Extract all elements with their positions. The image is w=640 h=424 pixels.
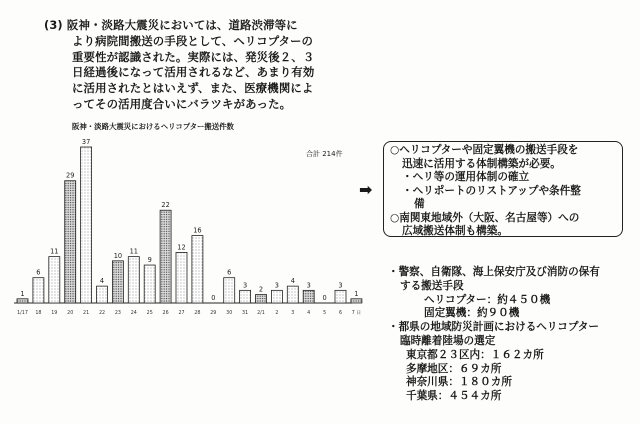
x-tick-label: 19	[51, 311, 58, 316]
x-tick-label: 1/17	[17, 311, 28, 316]
x-tick-label: 4	[307, 311, 311, 316]
bar-value-label: 4	[99, 277, 105, 286]
bar	[49, 257, 60, 303]
bar-value-label: 2	[258, 285, 264, 294]
bar	[192, 236, 203, 303]
bar	[160, 210, 171, 303]
bar-value-label: 4	[290, 277, 295, 286]
intro-line: 重要性が認識された。実際には、発災後２、３	[72, 49, 315, 64]
bar	[144, 265, 155, 303]
bar-value-label: 0	[322, 294, 327, 302]
x-tick-label: 6	[338, 311, 343, 316]
bar-value-label: 10	[113, 251, 123, 260]
bar	[351, 299, 362, 303]
bar-value-label: 11	[129, 247, 138, 256]
bar-chart	[0, 0, 360, 330]
x-tick-label: 2/1	[257, 311, 265, 316]
bar	[97, 286, 108, 303]
bar	[17, 299, 28, 303]
bar	[112, 261, 123, 303]
x-tick-label: 26	[162, 311, 169, 316]
x-tick-label: 28	[194, 311, 201, 316]
bar-value-label: 1	[20, 289, 25, 298]
bar	[287, 286, 298, 303]
bar-value-label: 6	[227, 268, 232, 277]
x-tick-label: 24	[130, 311, 137, 316]
note-line: 神奈川県：１８０カ所	[406, 376, 512, 389]
x-tick-label: 7 日	[351, 311, 362, 316]
box-item: 迅速に活用する体制構築が必要。	[402, 157, 561, 170]
intro-line: より病院間搬送の手段として、ヘリコプターの	[72, 33, 314, 48]
note-line: 多摩地区：６９カ所	[406, 362, 502, 375]
box-item: 広域搬送体制も構築。	[402, 225, 508, 237]
bar	[65, 181, 76, 303]
bar-value-label: 3	[274, 281, 280, 290]
x-tick-label: 30	[226, 311, 233, 316]
x-tick-label: 20	[67, 311, 74, 316]
bar	[256, 295, 267, 303]
right-arrow-icon: ➡	[359, 180, 373, 199]
box-item: ○ヘリコプターや固定翼機の搬送手段を	[390, 144, 579, 156]
bar-value-label: 37	[81, 138, 91, 146]
bar-value-label: 16	[193, 226, 202, 235]
intro-line: (3) 阪神・淡路大震災においては、道路渋滞等に	[44, 18, 298, 32]
x-tick-label: 29	[210, 311, 217, 316]
bar	[33, 278, 44, 303]
x-tick-label: 22	[98, 311, 106, 316]
bar	[240, 290, 251, 303]
box-item: ・ヘリポートのリストアップや条件整	[402, 184, 581, 197]
x-tick-label: 21	[83, 311, 90, 316]
bar-value-label: 3	[242, 281, 248, 290]
bar-value-label: 12	[177, 243, 186, 252]
bar	[81, 147, 92, 303]
note-line: 固定翼機：約９０機	[424, 307, 520, 320]
x-tick-label: 27	[178, 311, 185, 316]
intro-line: 日経過後になって活用されるなど、あまり有効	[72, 65, 315, 80]
x-tick-label: 3	[291, 311, 295, 316]
x-tick-label: 5	[323, 311, 327, 316]
right-notes	[388, 266, 638, 404]
summary-box	[383, 141, 623, 237]
bar	[271, 290, 282, 303]
bar	[128, 257, 139, 303]
box-item: ・ヘリ等の運用体制の確立	[402, 171, 530, 183]
box-item: 備	[414, 198, 425, 210]
chart-title: 阪神・淡路大震災におけるヘリコプター搬送件数	[72, 122, 234, 131]
note-line: する搬送手段	[400, 279, 464, 292]
bar	[176, 252, 187, 303]
bar	[335, 290, 346, 303]
note-line: 千葉県：４５４カ所	[406, 390, 502, 403]
bar-value-label: 0	[211, 294, 216, 302]
note-line: ヘリコプター：約４５０機	[424, 293, 551, 306]
note-line: ・都県の地域防災計画におけるヘリコプター	[388, 321, 599, 334]
box-item: ○南関東地域外（大阪、名古屋等）への	[390, 211, 580, 224]
bar	[224, 278, 235, 303]
bar-value-label: 3	[338, 281, 343, 290]
x-tick-label: 18	[35, 311, 42, 316]
x-tick-label: 25	[146, 311, 153, 316]
bar-value-label: 29	[66, 171, 75, 180]
chart-total: 合計 214件	[306, 150, 343, 158]
note-line: ・警察、自衛隊、海上保安庁及び消防の保有	[388, 266, 600, 278]
note-line: 臨時離着陸場の選定	[400, 334, 496, 347]
bar	[303, 290, 314, 303]
intro-line: ってその活用度合いにバラツキがあった。	[72, 96, 292, 111]
intro-line: に活用されたとはいえず、また、医療機関によ	[72, 81, 314, 96]
x-tick-label: 31	[242, 311, 249, 316]
bar-value-label: 1	[354, 289, 359, 298]
x-tick-label: 23	[114, 311, 121, 316]
x-tick-label: 2	[275, 311, 279, 316]
note-line: 東京都２３区内：１６２カ所	[406, 348, 544, 361]
bar-value-label: 3	[306, 281, 311, 290]
bar-value-label: 6	[36, 268, 41, 277]
bar-value-label: 9	[147, 256, 152, 265]
bar-value-label: 22	[161, 201, 170, 210]
bar-value-label: 11	[50, 247, 59, 256]
